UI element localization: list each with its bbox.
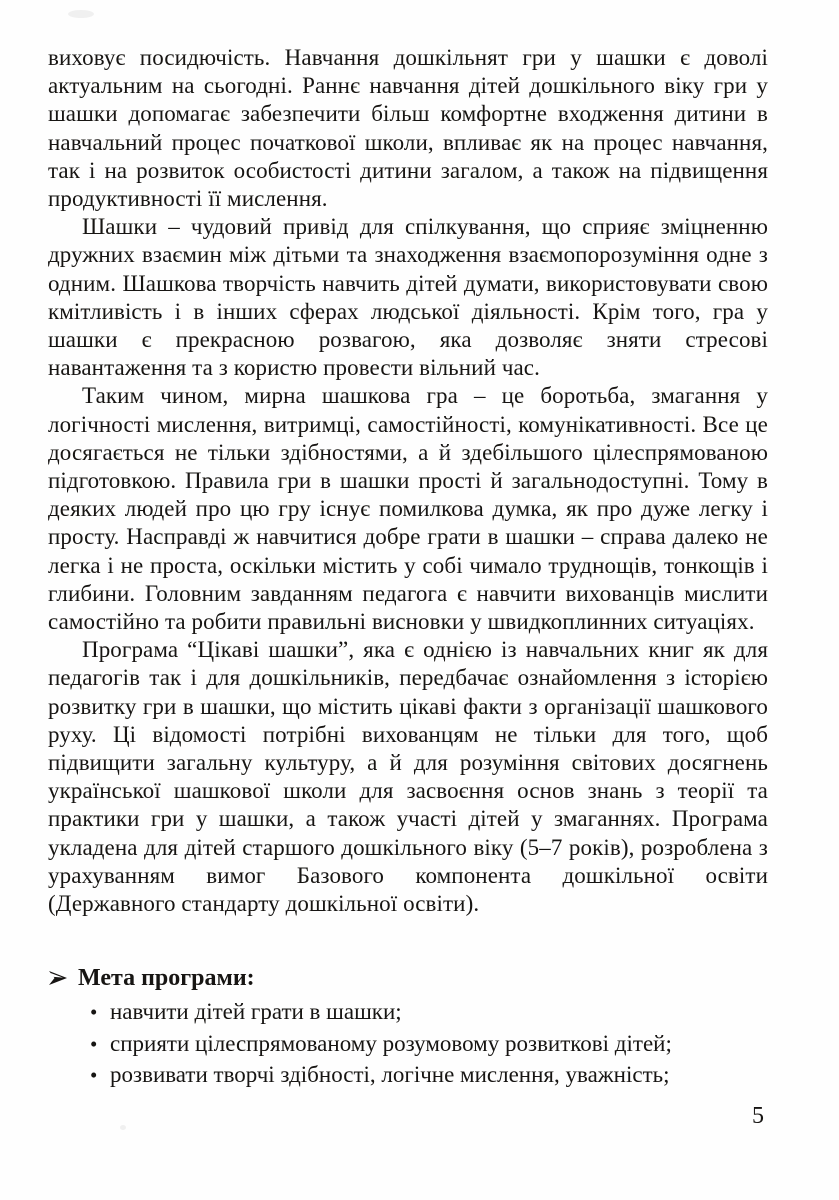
list-item-text: розвивати творчі здібності, логічне мислення, уважність; [110, 1062, 670, 1087]
scan-smudge [68, 10, 94, 18]
list-item-text: сприяти цілеспрямованому розумовому розвиткові дітей; [110, 1030, 672, 1056]
body-text [48, 44, 768, 918]
paragraph: Програма “Цікаві шашки”, яка є однією із навчальних книг як для педагогів так і для дошкільників, передбачає ознайомлення з історією розвитку гри в шашки, що містить цікаві факти з організації шашкового руху. Ці відомості потрібні вихованцям не тільки для того, щоб підвищити загальну культуру, а й для розуміння світових досягнень української шашкової школи для засвоєння основ знань з теорії та практики гри у шашки, а також участі дітей у змаганнях. Програма укладена для дітей старшого дошкільного віку (5–7 років), розроблена з урахуванням вимог Базового компонента дошкільної освіти (Державного стандарту дошкільної освіти). [48, 637, 768, 917]
list-item [48, 1030, 768, 1058]
paragraph: виховує посидючість. Навчання дошкільнят гри у шашки є доволі актуальним на сьогодні. Раннє навчання дітей дошкільного віку гри у шашки допомагає забезпечити більш комфортне входження дитини в навчальний процес початкової школи, впливає як на процес навчання, так і на розвиток особистості дитини загалом, а також на підвищення продуктивності її мислення. [48, 45, 768, 212]
list-item [48, 998, 768, 1026]
section-title: Мета програми: [78, 965, 255, 991]
goal-list [48, 998, 768, 1089]
list-item [48, 1061, 768, 1089]
goal-section [48, 964, 768, 1089]
arrowhead-right-icon [48, 970, 68, 986]
paragraph: Таким чином, мирна шашкова гра – це боротьба, змагання у логічності мислення, витримці, самостійності, комунікативності. Все це досягається не тільки здібностями, а й здебільшого цілеспрямованою підготовкою. Правила гри в шашки прості й загальнодоступні. Тому в деяких людей про цю гру існує помилкова думка, як про дуже легку і просту. Насправді ж навчитися добре грати в шашки – справа далеко не легка і не проста, оскільки містить у собі чимало труднощів, тонкощів і глибини. Головним завданням педагога є навчити вихованців мислити самостійно та робити правильні висновки у швидкоплинних ситуаціях. [48, 383, 768, 635]
bullet-dot-icon: • [90, 1063, 98, 1087]
bullet-dot-icon: • [90, 1000, 98, 1024]
section-heading [48, 964, 768, 992]
list-item-text: навчити дітей грати в шашки; [110, 999, 402, 1024]
page-number: 5 [752, 1103, 764, 1129]
bullet-dot-icon: • [90, 1031, 98, 1056]
scan-smudge [120, 1125, 126, 1130]
paragraph: Шашки – чудовий привід для спілкування, що сприяє зміцненню дружних взаємин між дітьми та знаходження взаємопорозуміння одне з одним. Шашкова творчість навчить дітей думати, використовувати свою кмітливість і в інших сферах людської діяльності. Крім того, гра у шашки є прекрасною розвагою, яка дозволяє зняти стресові навантаження та з користю провести вільний час. [48, 214, 768, 381]
